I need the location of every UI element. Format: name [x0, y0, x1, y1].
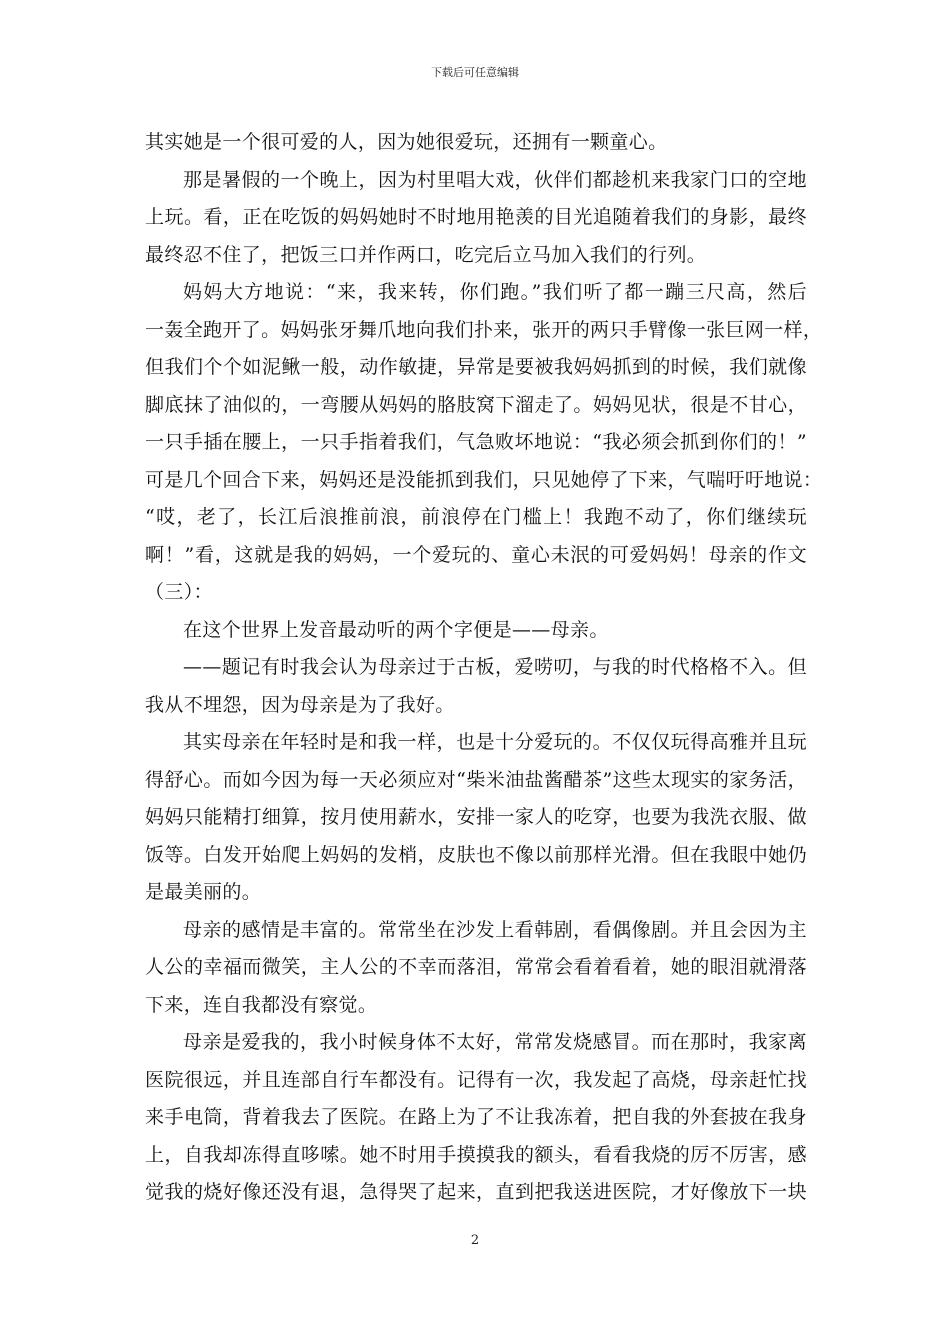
text-line: 脚底抹了油似的，一弯腰从妈妈的胳肢窝下溜走了。妈妈见状，很是不甘心，: [145, 393, 807, 416]
text-line: 其实母亲在年轻时是和我一样，也是十分爱玩的。不仅仅玩得高雅并且玩: [183, 731, 807, 753]
text-line: 母亲是爱我的，我小时候身体不太好，常常发烧感冒。而在那时，我家离: [183, 1031, 807, 1053]
text-line: 人公的幸福而微笑，主人公的不幸而落泪，常常会看着看着，她的眼泪就滑落: [145, 956, 807, 978]
text-line: （三）：: [145, 581, 213, 603]
text-line: 我从不埋怨，因为母亲是为了我好。: [145, 693, 455, 716]
document-body: [145, 124, 823, 1212]
text-line: 母亲的感情是丰富的。常常坐在沙发上看韩剧，看偶像剧。并且会因为主: [183, 918, 807, 941]
text-line: 妈妈只能精打细算，按月使用薪水，安排一家人的吃穿，也要为我洗衣服、做: [145, 806, 807, 828]
text-line: 但我们个个如泥鳅一般，动作敏捷，异常是要被我妈妈抓到的时候，我们就像: [145, 356, 807, 378]
text-line: 在这个世界上发音最动听的两个字便是——母亲。: [183, 618, 609, 641]
text-line: 啊！”看，这就是我的妈妈，一个爱玩的、童心未泯的可爱妈妈！母亲的作文: [145, 543, 807, 566]
text-line: 妈妈大方地说：“来，我来转，你们跑。”我们听了都一蹦三尺高，然后: [183, 281, 807, 303]
text-line: 其实她是一个很可爱的人，因为她很爱玩，还拥有一颗童心。: [145, 131, 668, 153]
text-line: 最终忍不住了，把饭三口并作两口，吃完后立马加入我们的行列。: [145, 243, 707, 266]
text-line: 是最美丽的。: [145, 881, 262, 903]
text-line: 下来，连自我都没有察觉。: [145, 993, 378, 1016]
text-line: ——题记有时我会认为母亲过于古板，爱唠叨，与我的时代格格不入。但: [183, 656, 807, 678]
text-line: 一只手插在腰上，一只手指着我们，气急败坏地说：“我必须会抓到你们的！”: [145, 431, 807, 453]
page-header: [0, 66, 950, 80]
text-line: 得舒心。而如今因为每一天必须应对“柴米油盐酱醋茶”这些太现实的家务活，: [145, 768, 807, 791]
page-number-text: 2: [470, 1233, 480, 1248]
text-line: “哎，老了，长江后浪推前浪，前浪停在门槛上！我跑不动了，你们继续玩: [145, 506, 807, 528]
text-line: 上，自我却冻得直哆嗦。她不时用手摸摸我的额头，看看我烧的厉不厉害，感: [145, 1143, 807, 1166]
text-line: 医院很远，并且连部自行车都没有。记得有一次，我发起了高烧，母亲赶忙找: [145, 1068, 807, 1091]
text-line: 觉我的烧好像还没有退，急得哭了起来，直到把我送进医院，才好像放下一块: [145, 1181, 807, 1203]
text-line: 饭等。白发开始爬上妈妈的发梢，皮肤也不像以前那样光滑。但在我眼中她仍: [145, 843, 807, 866]
text-line: 一轰全跑开了。妈妈张牙舞爪地向我们扑来，张开的两只手臂像一张巨网一样，: [145, 318, 823, 341]
text-line: 可是几个回合下来，妈妈还是没能抓到我们，只见她停了下来，气喘吁吁地说：: [145, 468, 823, 491]
text-line: 来手电筒，背着我去了医院。在路上为了不让我冻着，把自我的外套披在我身: [145, 1106, 807, 1128]
text-line: 那是暑假的一个晚上，因为村里唱大戏，伙伴们都趁机来我家门口的空地: [183, 168, 807, 191]
header-text: 下载后可任意编辑: [431, 66, 519, 79]
page-number: [0, 1233, 950, 1249]
text-line: 上玩。看，正在吃饭的妈妈她时不时地用艳羡的目光追随着我们的身影，最终: [145, 206, 807, 228]
